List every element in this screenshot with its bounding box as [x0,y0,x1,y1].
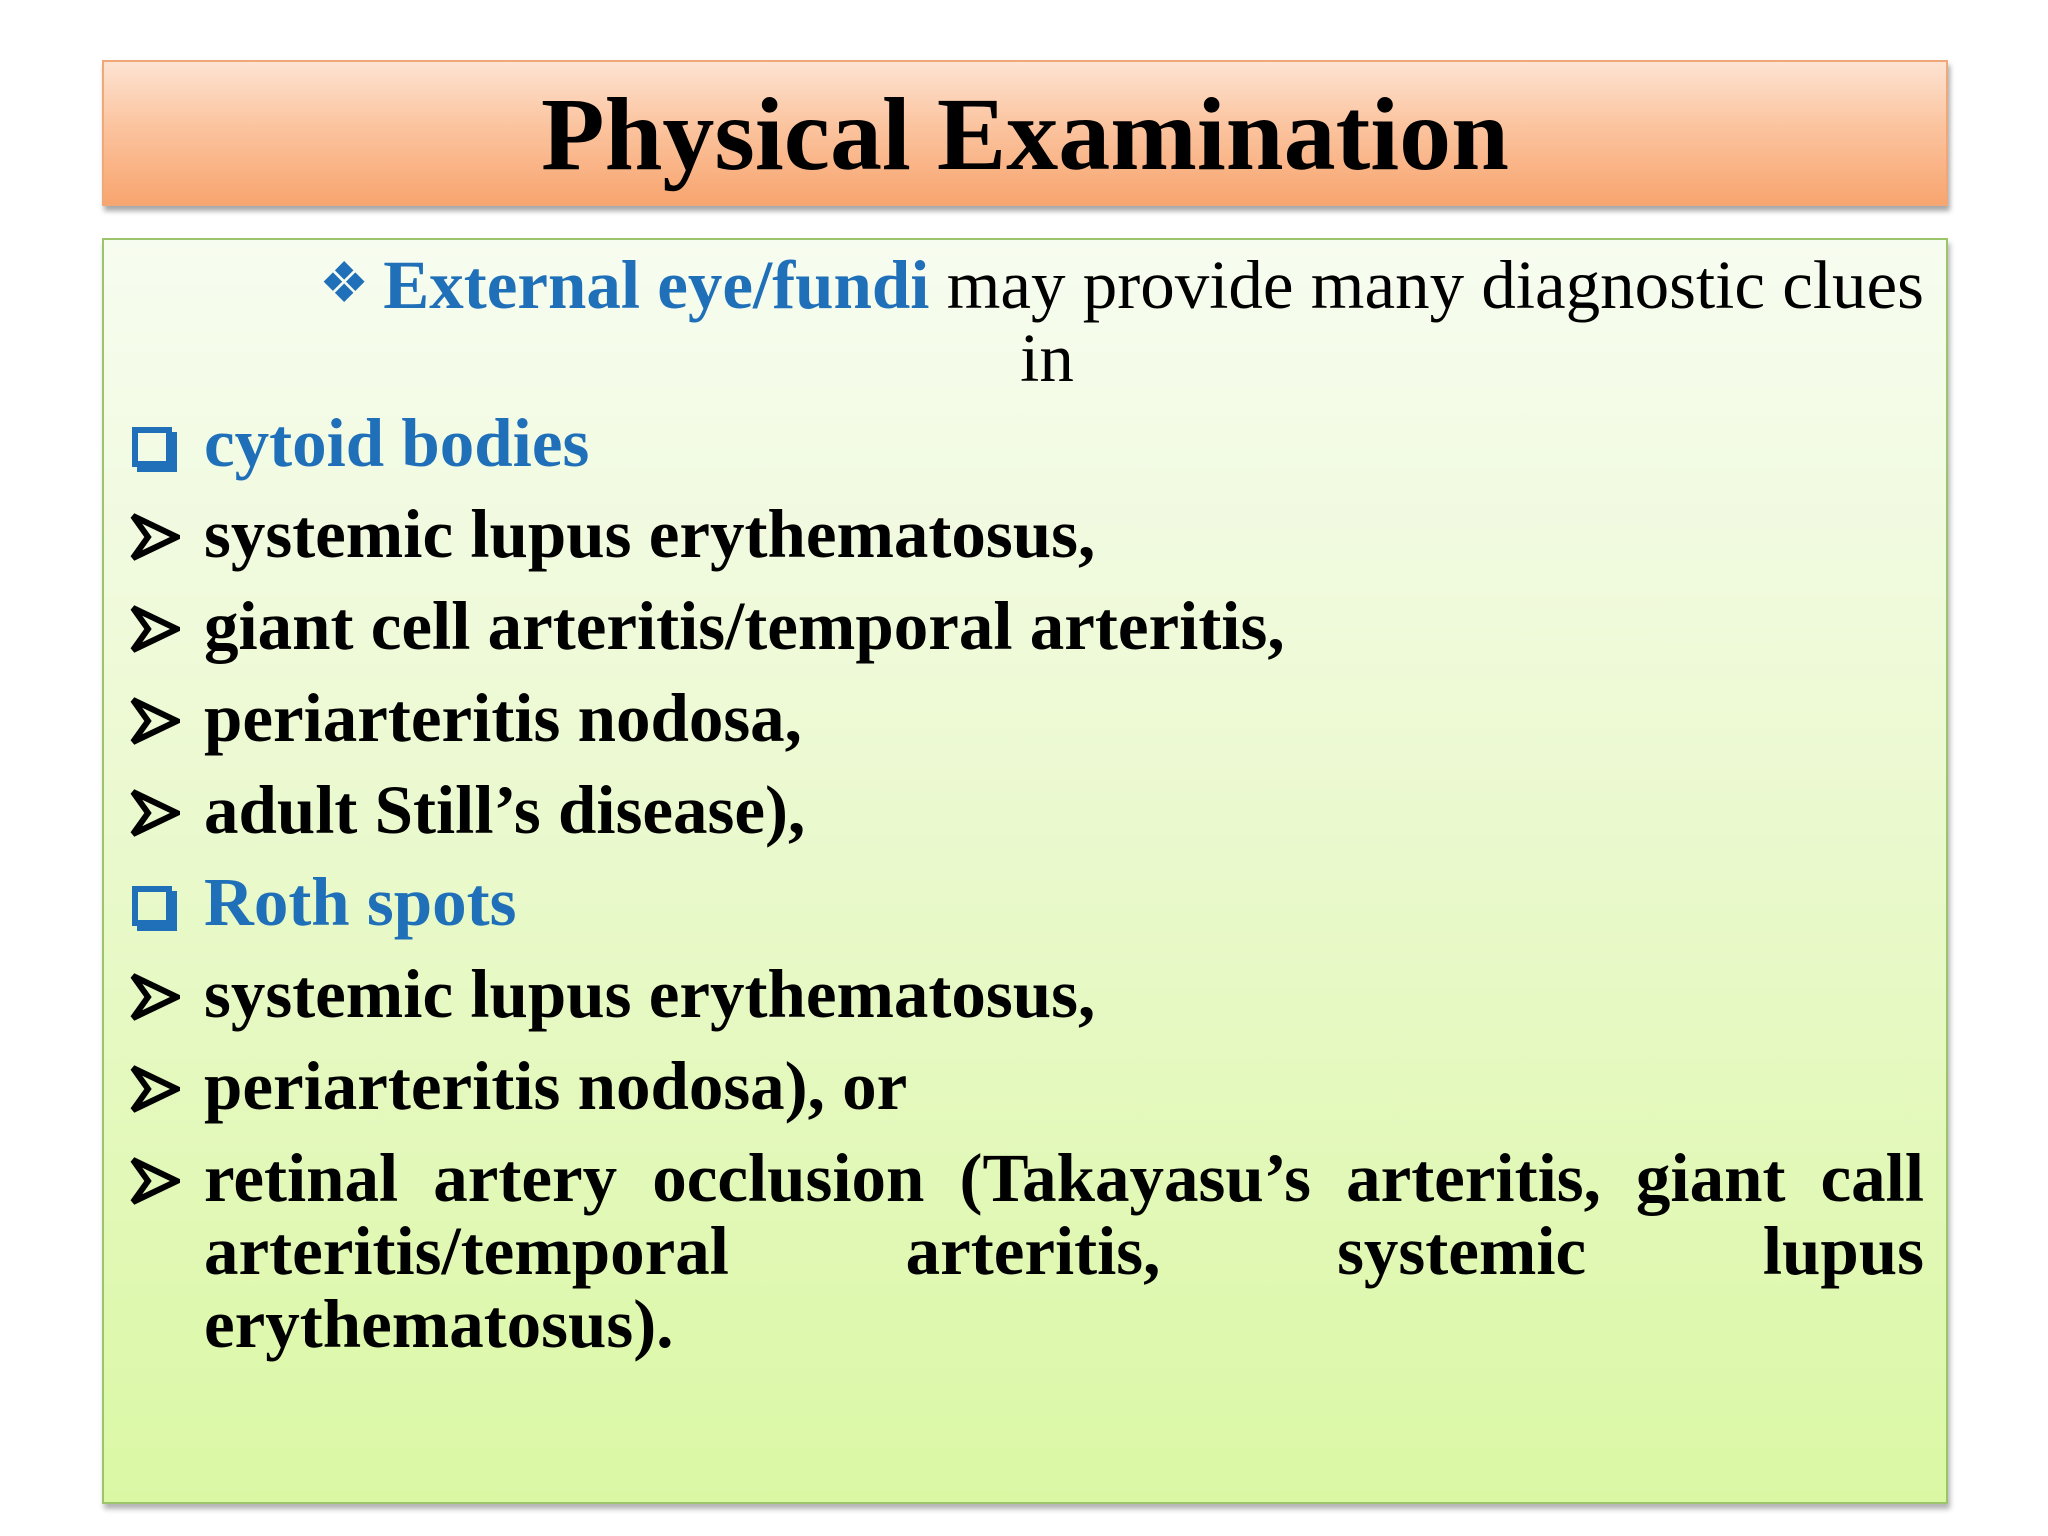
list-item-text: adult Still’s disease), [204,772,806,848]
section-heading-cytoid-bodies [130,407,1924,480]
list-item-text: systemic lupus erythematosus, [204,956,1096,1032]
list-item-text: periarteritis nodosa, [204,680,802,756]
list-item [130,1050,1924,1123]
title-banner [102,60,1948,206]
arrowhead-icon [130,972,180,1022]
arrowhead-icon [130,1064,180,1114]
intro-text: may provide many diagnostic clues [946,247,1924,323]
list-item-text: periarteritis nodosa), or [204,1048,908,1124]
list-item [130,498,1924,571]
arrowhead-icon [130,696,180,746]
four-diamond-icon: ❖ [319,253,370,315]
list-item [130,682,1924,755]
section-heading-label: cytoid bodies [204,405,590,481]
arrowhead-icon [130,604,180,654]
list-item-text: systemic lupus erythematosus, [204,496,1096,572]
checkbox-square-icon [132,886,172,926]
checkbox-square-icon [132,427,172,467]
intro-text-line2: in [1020,320,1074,396]
list-item [130,590,1924,663]
section-heading-roth-spots [130,866,1924,939]
arrowhead-icon [130,512,180,562]
intro-paragraph [130,248,1924,395]
page-title: Physical Examination [541,77,1509,192]
section-heading-label: Roth spots [204,864,517,940]
list-item [130,774,1924,847]
intro-highlight: External eye/fundi [383,247,930,323]
list-item-text: retinal artery occlusion (Takayasu’s arteritis, giant call arteritis/temporal arteritis, systemic lupus erythematosus). [204,1140,1924,1362]
list-item [130,958,1924,1031]
arrowhead-icon [130,788,180,838]
list-item-text: giant cell arteritis/temporal arteritis, [204,588,1285,664]
arrowhead-icon [130,1156,180,1206]
content-panel [102,238,1948,1504]
list-item [130,1142,1924,1361]
